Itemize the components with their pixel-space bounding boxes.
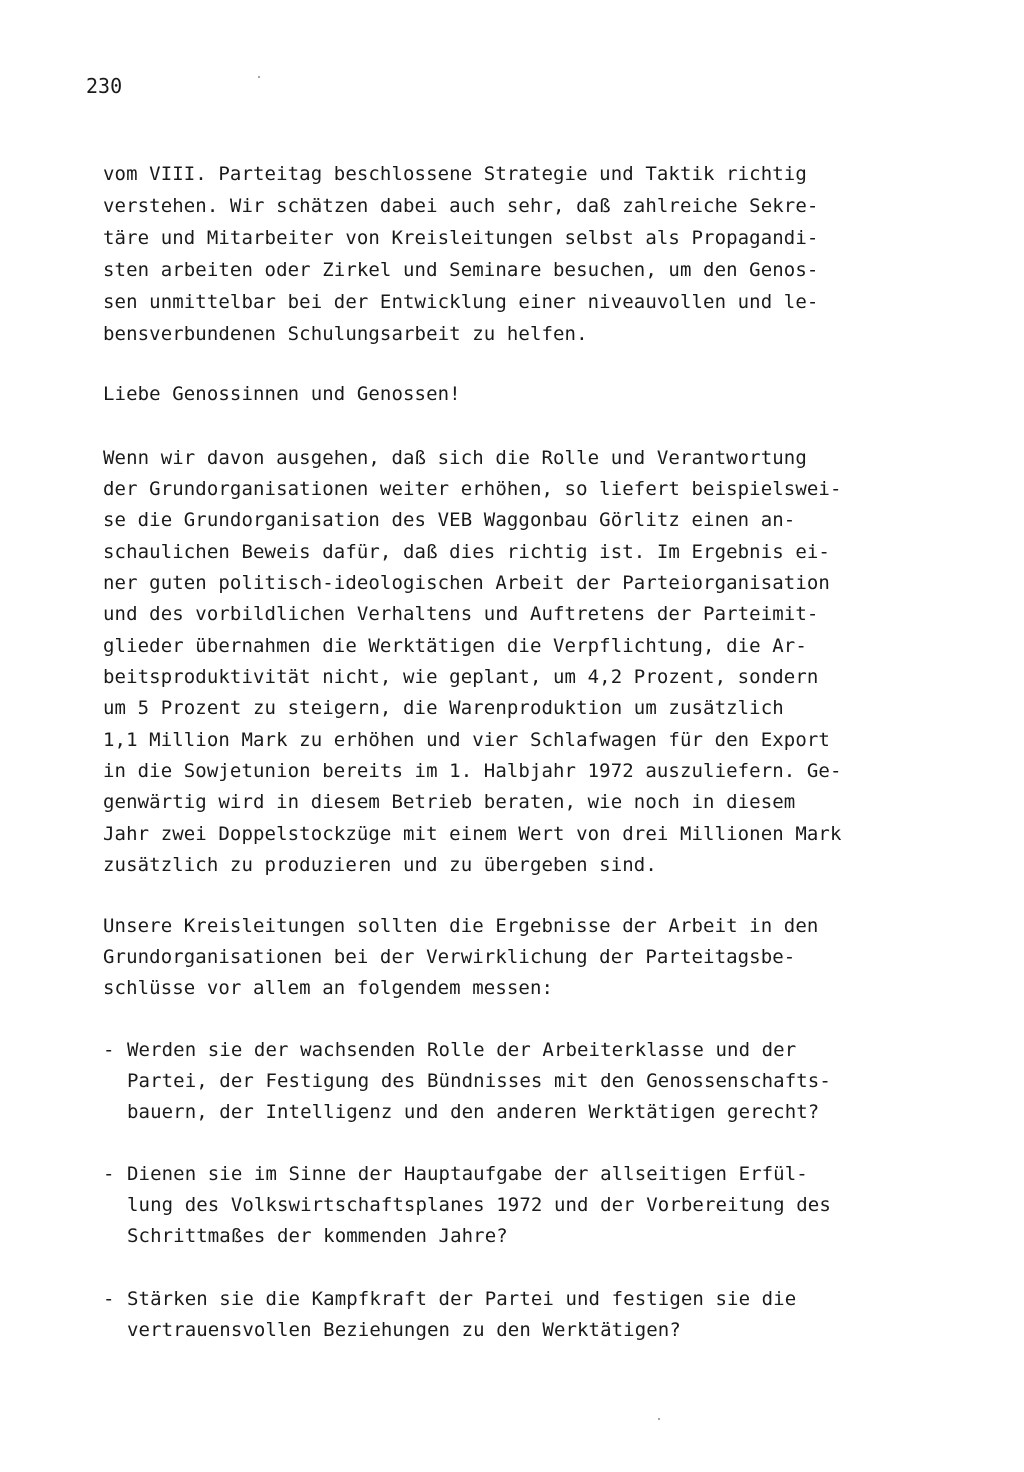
paragraph-4-line-2: Grundorganisationen bei der Verwirklichung der Parteitagsbe- [103,946,796,968]
paragraph-3-line-8: beitsproduktivität nicht, wie geplant, um 4,2 Prozent, sondern [103,666,819,688]
paragraph-1-line-3: täre und Mitarbeiter von Kreisleitungen selbst als Propagandi- [103,227,819,249]
paragraph-4-line-1: Unsere Kreisleitungen sollten die Ergebnisse der Arbeit in den [103,915,819,937]
bullet-1-marker: - [103,1039,115,1061]
scan-speck [258,76,260,78]
paragraph-3-line-13: Jahr zwei Doppelstockzüge mit einem Wert von drei Millionen Mark [103,823,842,845]
paragraph-3-line-2: der Grundorganisationen weiter erhöhen, so liefert beispielswei- [103,478,842,500]
bullet-1-line-2: Partei, der Festigung des Bündnisses mit den Genossenschafts- [127,1070,831,1092]
paragraph-3-line-14: zusätzlich zu produzieren und zu übergeben sind. [103,854,657,876]
bullet-2-line-3: Schrittmaßes der kommenden Jahre? [127,1225,508,1247]
bullet-2-marker: - [103,1163,115,1185]
paragraph-4-line-3: schlüsse vor allem an folgendem messen: [103,977,554,999]
bullet-3-marker: - [103,1288,115,1310]
paragraph-3-line-3: se die Grundorganisation des VEB Waggonbau Görlitz einen an- [103,509,796,531]
paragraph-3-line-12: genwärtig wird in diesem Betrieb beraten, wie noch in diesem [103,791,796,813]
paragraph-3-line-6: und des vorbildlichen Verhaltens und Auftretens der Parteimit- [103,603,819,625]
paragraph-3-line-9: um 5 Prozent zu steigern, die Warenproduktion um zusätzlich [103,697,784,719]
paragraph-1-line-1: vom VIII. Parteitag beschlossene Strategie und Taktik richtig [103,163,807,185]
paragraph-3-line-10: 1,1 Million Mark zu erhöhen und vier Schlafwagen für den Export [103,729,830,751]
bullet-3-line-2: vertrauensvollen Beziehungen zu den Werktätigen? [127,1319,681,1341]
salutation: Liebe Genossinnen und Genossen! [103,383,461,405]
paragraph-1-line-4: sten arbeiten oder Zirkel und Seminare besuchen, um den Genos- [103,259,819,281]
bullet-1-line-1: Werden sie der wachsenden Rolle der Arbeiterklasse und der [127,1039,797,1061]
paragraph-1-line-6: bensverbundenen Schulungsarbeit zu helfen. [103,323,588,345]
paragraph-3-line-7: glieder übernahmen die Werktätigen die Verpflichtung, die Ar- [103,635,807,657]
paragraph-3-line-5: ner guten politisch-ideologischen Arbeit der Parteiorganisation [103,572,830,594]
paragraph-1-line-5: sen unmittelbar bei der Entwicklung einer niveauvollen und le- [103,291,819,313]
bullet-2-line-1: Dienen sie im Sinne der Hauptaufgabe der allseitigen Erfül- [127,1163,808,1185]
bullet-2-line-2: lung des Volkswirtschaftsplanes 1972 und der Vorbereitung des [127,1194,831,1216]
scan-speck [658,1418,660,1420]
paragraph-3-line-4: schaulichen Beweis dafür, daß dies richtig ist. Im Ergebnis ei- [103,541,830,563]
paragraph-3-line-11: in die Sowjetunion bereits im 1. Halbjahr 1972 auszuliefern. Ge- [103,760,842,782]
paragraph-1-line-2: verstehen. Wir schätzen dabei auch sehr, daß zahlreiche Sekre- [103,195,819,217]
bullet-1-line-3: bauern, der Intelligenz und den anderen Werktätigen gerecht? [127,1101,820,1123]
bullet-3-line-1: Stärken sie die Kampfkraft der Partei und festigen sie die [127,1288,797,1310]
page-number: 230 [86,74,123,98]
paragraph-3-line-1: Wenn wir davon ausgehen, daß sich die Rolle und Verantwortung [103,447,807,469]
